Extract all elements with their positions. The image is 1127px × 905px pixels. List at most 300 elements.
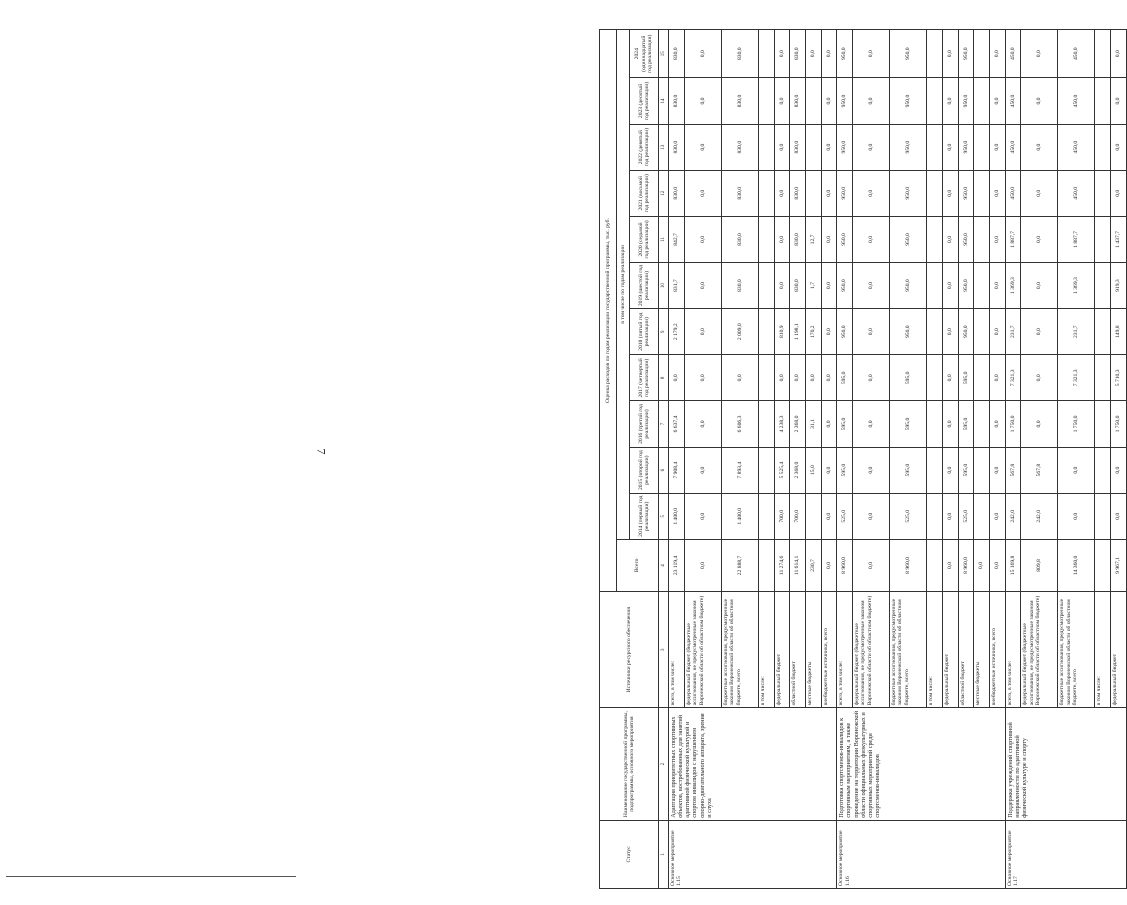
funding-source-cell: всего, в том числе: xyxy=(1005,592,1021,708)
year-value-cell xyxy=(974,124,990,170)
year-value-cell: 0,0 xyxy=(821,30,837,78)
header-including: в том числе по годам реализации xyxy=(617,30,630,540)
year-value-cell: 0,0 xyxy=(852,124,889,170)
year-value-cell: 450,0 xyxy=(1005,170,1021,216)
year-value-cell: 0,0 xyxy=(721,355,758,401)
year-value-cell xyxy=(927,30,943,78)
year-value-cell: 595,0 xyxy=(837,401,853,447)
year-value-cell xyxy=(758,447,774,493)
year-value-cell: 1 198,1 xyxy=(790,309,806,355)
total-value-cell: 230,7 xyxy=(805,539,821,591)
year-value-cell xyxy=(1095,124,1111,170)
header-column-index: 11 xyxy=(659,216,669,262)
year-value-cell: 830,0 xyxy=(790,30,806,78)
year-value-cell: 0,0 xyxy=(684,216,721,262)
year-value-cell: 2 368,0 xyxy=(790,447,806,493)
year-value-cell xyxy=(927,170,943,216)
year-value-cell: 231,7 xyxy=(1058,309,1095,355)
year-value-cell: 1 369,3 xyxy=(1058,263,1095,309)
total-value-cell: 11 274,6 xyxy=(774,539,790,591)
funding-source-cell: бюджетные ассигнования, предусмотренные законом Воронежской области об областном бюджете, всего xyxy=(890,592,927,708)
program-name-cell: Поддержка учреждений спортивной направленности по адаптивной физической культуре и спорту xyxy=(1005,708,1126,820)
year-value-cell: 567,8 xyxy=(1005,447,1021,493)
year-value-cell: 0,0 xyxy=(774,263,790,309)
year-value-cell: 450,0 xyxy=(1058,78,1095,124)
header-column-index: 7 xyxy=(659,401,669,447)
program-name-cell: Подготовка спортсменов-инвалидов к спортивным мероприятиям, а также проведение на территории Воронежской области официальных физкультурных и спортивных мероприятий среди спортсменов-инвалидов xyxy=(837,708,1005,820)
year-value-cell xyxy=(758,170,774,216)
year-value-cell: 0,0 xyxy=(1111,30,1127,78)
year-value-cell: 0,0 xyxy=(821,216,837,262)
year-value-cell xyxy=(974,170,990,216)
year-value-cell xyxy=(974,493,990,539)
year-value-cell: 0,0 xyxy=(821,170,837,216)
year-value-cell: 950,0 xyxy=(890,309,927,355)
header-column-index: 5 xyxy=(659,493,669,539)
year-value-cell: 831,7 xyxy=(669,263,685,309)
total-value-cell: 8 960,0 xyxy=(890,539,927,591)
year-value-cell xyxy=(927,263,943,309)
year-value-cell: 0,0 xyxy=(821,355,837,401)
year-value-cell: 149,8 xyxy=(1111,309,1127,355)
year-value-cell xyxy=(1095,401,1111,447)
funding-source-cell: внебюджетные источники, всего xyxy=(821,592,837,708)
year-value-cell: 0,0 xyxy=(942,401,958,447)
year-value-cell: 0,0 xyxy=(669,355,685,401)
year-value-cell xyxy=(758,309,774,355)
year-value-cell: 0,0 xyxy=(1021,216,1058,262)
year-value-cell: 0,0 xyxy=(774,78,790,124)
year-value-cell: 31,1 xyxy=(805,401,821,447)
year-value-cell: 950,0 xyxy=(958,170,974,216)
year-value-cell: 0,0 xyxy=(989,124,1005,170)
year-value-cell: 242,0 xyxy=(1021,493,1058,539)
header-year: 2018 (пятый год реализации) xyxy=(630,309,659,355)
year-value-cell: 0,0 xyxy=(942,493,958,539)
funding-source-cell: областной бюджет xyxy=(790,592,806,708)
year-value-cell: 0,0 xyxy=(821,493,837,539)
total-value-cell: 14 360,0 xyxy=(1058,539,1095,591)
year-value-cell: 0,0 xyxy=(852,263,889,309)
year-value-cell: 0,0 xyxy=(684,30,721,78)
year-value-cell: 950,0 xyxy=(890,170,927,216)
header-column-index: 8 xyxy=(659,355,669,401)
year-value-cell: 950,0 xyxy=(837,30,853,78)
year-value-cell: 2 368,0 xyxy=(790,401,806,447)
year-value-cell: 0,0 xyxy=(684,309,721,355)
year-value-cell: 0,0 xyxy=(852,216,889,262)
year-value-cell: 950,0 xyxy=(890,124,927,170)
year-value-cell: 0,0 xyxy=(1021,263,1058,309)
year-value-cell: 450,0 xyxy=(1058,30,1095,78)
total-value-cell: 0,0 xyxy=(821,539,837,591)
year-value-cell: 7 321,3 xyxy=(1005,355,1021,401)
header-column-index: 14 xyxy=(659,78,669,124)
year-value-cell: 0,0 xyxy=(1111,124,1127,170)
year-value-cell: 950,0 xyxy=(958,309,974,355)
year-value-cell: 0,0 xyxy=(989,78,1005,124)
funding-source-cell: внебюджетные источники, всего xyxy=(989,592,1005,708)
year-value-cell: 950,0 xyxy=(958,78,974,124)
year-value-cell xyxy=(805,170,821,216)
year-value-cell: 525,0 xyxy=(890,493,927,539)
year-value-cell xyxy=(927,124,943,170)
year-value-cell: 0,0 xyxy=(1021,401,1058,447)
year-value-cell: 0,0 xyxy=(821,124,837,170)
year-value-cell xyxy=(974,216,990,262)
year-value-cell: 0,0 xyxy=(774,355,790,401)
header-column-index: 6 xyxy=(659,447,669,493)
year-value-cell: 242,0 xyxy=(1005,493,1021,539)
year-value-cell: 0,0 xyxy=(684,170,721,216)
year-value-cell: 0,0 xyxy=(989,401,1005,447)
funding-source-cell: федеральный бюджет (бюджетные ассигнования, не предусмотренные законом Воронежской области об областном бюджете) xyxy=(852,592,889,708)
year-value-cell: 595,0 xyxy=(837,355,853,401)
year-value-cell: 525,0 xyxy=(837,493,853,539)
year-value-cell: 595,0 xyxy=(890,447,927,493)
year-value-cell: 830,0 xyxy=(669,78,685,124)
year-value-cell: 5 710,3 xyxy=(1111,355,1127,401)
year-value-cell: 0,0 xyxy=(805,355,821,401)
year-value-cell: 170,2 xyxy=(805,309,821,355)
year-value-cell: 15,0 xyxy=(805,447,821,493)
year-value-cell: 0,0 xyxy=(852,30,889,78)
total-value-cell xyxy=(927,539,943,591)
header-name: Наименование государственной программы, подпрограммы, основного мероприятия xyxy=(600,708,659,820)
year-value-cell xyxy=(758,30,774,78)
table-row xyxy=(837,30,853,889)
total-value-cell xyxy=(1095,539,1111,591)
year-value-cell: 0,0 xyxy=(684,355,721,401)
header-column-index: 12 xyxy=(659,170,669,216)
year-value-cell: 810,9 xyxy=(774,309,790,355)
year-value-cell: 450,0 xyxy=(1058,124,1095,170)
funding-source-cell: в том числе: xyxy=(927,592,943,708)
year-value-cell: 830,0 xyxy=(721,30,758,78)
year-value-cell: 0,0 xyxy=(989,355,1005,401)
year-value-cell: 0,0 xyxy=(989,30,1005,78)
funding-source-cell: федеральный бюджет xyxy=(942,592,958,708)
year-value-cell: 0,0 xyxy=(684,447,721,493)
year-value-cell: 2 179,2 xyxy=(669,309,685,355)
year-value-cell xyxy=(1095,447,1111,493)
year-value-cell: 830,0 xyxy=(790,78,806,124)
year-value-cell: 0,0 xyxy=(1058,447,1095,493)
header-source: Источники ресурсного обеспечения xyxy=(600,592,659,708)
funding-source-cell: областной бюджет xyxy=(958,592,974,708)
header-year: 2020 (седьмой год реализации) xyxy=(630,216,659,262)
header-year: 2023 (десятый год реализации) xyxy=(630,78,659,124)
year-value-cell: 830,0 xyxy=(721,124,758,170)
year-value-cell: 0,0 xyxy=(989,493,1005,539)
year-value-cell: 0,0 xyxy=(1111,170,1127,216)
year-value-cell xyxy=(927,309,943,355)
year-value-cell: 1 369,3 xyxy=(1005,263,1021,309)
year-value-cell: 1 887,7 xyxy=(1005,216,1021,262)
year-value-cell: 12,7 xyxy=(805,216,821,262)
year-value-cell: 0,0 xyxy=(774,30,790,78)
year-value-cell: 0,0 xyxy=(684,124,721,170)
year-value-cell xyxy=(1095,216,1111,262)
year-value-cell: 830,0 xyxy=(721,170,758,216)
year-value-cell: 0,0 xyxy=(942,78,958,124)
year-value-cell: 830,0 xyxy=(721,78,758,124)
header-year: 2021 (восьмой год реализации) xyxy=(630,170,659,216)
year-value-cell: 0,0 xyxy=(989,170,1005,216)
funding-source-cell: местные бюджеты xyxy=(974,592,990,708)
year-value-cell: 595,0 xyxy=(958,447,974,493)
year-value-cell: 830,0 xyxy=(790,124,806,170)
year-value-cell: 595,0 xyxy=(890,355,927,401)
year-value-cell: 0,0 xyxy=(942,30,958,78)
year-value-cell: 950,0 xyxy=(837,263,853,309)
year-value-cell: 0,0 xyxy=(1021,30,1058,78)
year-value-cell: 1 437,7 xyxy=(1111,216,1127,262)
year-value-cell: 0,0 xyxy=(1021,78,1058,124)
year-value-cell: 450,0 xyxy=(1005,78,1021,124)
year-value-cell xyxy=(974,30,990,78)
year-value-cell: 0,0 xyxy=(942,309,958,355)
year-value-cell: 0,0 xyxy=(852,355,889,401)
total-value-cell: 23 119,4 xyxy=(669,539,685,591)
year-value-cell: 830,0 xyxy=(790,170,806,216)
status-cell: Основное мероприятие 1.16 xyxy=(837,820,1005,888)
total-value-cell: 0,0 xyxy=(989,539,1005,591)
year-value-cell: 4 238,3 xyxy=(774,401,790,447)
header-column-index: 4 xyxy=(659,539,669,591)
year-value-cell xyxy=(1095,309,1111,355)
total-value-cell: 0,0 xyxy=(684,539,721,591)
year-value-cell: 919,3 xyxy=(1111,263,1127,309)
header-column-index: 1 xyxy=(659,820,669,888)
header-column-index: 9 xyxy=(659,309,669,355)
year-value-cell xyxy=(1095,170,1111,216)
year-value-cell: 842,7 xyxy=(669,216,685,262)
header-status: Статус xyxy=(600,820,659,888)
year-value-cell: 0,0 xyxy=(942,447,958,493)
year-value-cell: 950,0 xyxy=(890,30,927,78)
year-value-cell xyxy=(927,493,943,539)
year-value-cell: 2 009,0 xyxy=(721,309,758,355)
year-value-cell: 0,0 xyxy=(852,170,889,216)
header-year: 2022 (девятый год реализации) xyxy=(630,124,659,170)
rotated-table-container xyxy=(599,29,1127,889)
year-value-cell: 595,0 xyxy=(958,401,974,447)
funding-source-cell: бюджетные ассигнования, предусмотренные законом Воронежской области об областном бюджете, всего xyxy=(721,592,758,708)
year-value-cell: 0,0 xyxy=(1021,170,1058,216)
header-total: Всего xyxy=(617,539,659,591)
funding-source-cell: в том числе: xyxy=(1095,592,1111,708)
year-value-cell xyxy=(974,78,990,124)
year-value-cell: 950,0 xyxy=(958,30,974,78)
year-value-cell xyxy=(927,447,943,493)
year-value-cell: 450,0 xyxy=(1005,124,1021,170)
year-value-cell: 830,0 xyxy=(721,216,758,262)
year-value-cell xyxy=(1095,30,1111,78)
year-value-cell: 450,0 xyxy=(1058,170,1095,216)
year-value-cell: 950,0 xyxy=(837,78,853,124)
funding-source-cell: федеральный бюджет xyxy=(1111,592,1127,708)
year-value-cell: 0,0 xyxy=(1111,447,1127,493)
year-value-cell xyxy=(974,401,990,447)
year-value-cell: 0,0 xyxy=(684,401,721,447)
year-value-cell: 830,0 xyxy=(721,263,758,309)
year-value-cell: 595,0 xyxy=(890,401,927,447)
year-value-cell: 950,0 xyxy=(890,263,927,309)
year-value-cell: 1 750,0 xyxy=(1111,401,1127,447)
year-value-cell: 5 525,4 xyxy=(774,447,790,493)
funding-source-cell: федеральный бюджет (бюджетные ассигнования, не предусмотренные законом Воронежской области об областном бюджете) xyxy=(1021,592,1058,708)
year-value-cell: 0,0 xyxy=(1021,355,1058,401)
year-value-cell: 0,0 xyxy=(852,493,889,539)
total-value-cell: 0,0 xyxy=(974,539,990,591)
year-value-cell: 700,0 xyxy=(790,493,806,539)
funding-source-cell: в том числе: xyxy=(758,592,774,708)
header-estimate: Оценка расходов по годам реализации государственной программы, тыс. руб. xyxy=(600,30,617,592)
year-value-cell: 0,0 xyxy=(821,309,837,355)
year-value-cell: 950,0 xyxy=(958,263,974,309)
year-value-cell: 950,0 xyxy=(958,216,974,262)
year-value-cell xyxy=(927,355,943,401)
total-value-cell: 8 960,0 xyxy=(837,539,853,591)
year-value-cell xyxy=(927,78,943,124)
year-value-cell: 0,0 xyxy=(821,263,837,309)
year-value-cell: 231,7 xyxy=(1005,309,1021,355)
year-value-cell: 1 400,0 xyxy=(669,493,685,539)
year-value-cell: 0,0 xyxy=(790,355,806,401)
year-value-cell: 0,0 xyxy=(821,78,837,124)
funding-source-cell: всего, в том числе: xyxy=(669,592,685,708)
year-value-cell xyxy=(1095,355,1111,401)
year-value-cell: 0,0 xyxy=(942,263,958,309)
header-year: 2019 (шестой год реализации) xyxy=(630,263,659,309)
year-value-cell xyxy=(805,493,821,539)
year-value-cell: 950,0 xyxy=(837,309,853,355)
header-column-index: 15 xyxy=(659,30,669,78)
total-value-cell: 11 614,1 xyxy=(790,539,806,591)
table-row xyxy=(1005,30,1021,889)
year-value-cell xyxy=(805,124,821,170)
year-value-cell: 950,0 xyxy=(890,78,927,124)
year-value-cell: 0,0 xyxy=(774,124,790,170)
year-value-cell: 0,0 xyxy=(821,447,837,493)
year-value-cell: 700,0 xyxy=(774,493,790,539)
year-value-cell: 1,7 xyxy=(805,263,821,309)
year-value-cell: 0,0 xyxy=(989,309,1005,355)
year-value-cell: 0,0 xyxy=(1111,78,1127,124)
year-value-cell: 950,0 xyxy=(958,124,974,170)
year-value-cell: 0,0 xyxy=(1058,493,1095,539)
year-value-cell: 7 908,4 xyxy=(669,447,685,493)
year-value-cell: 450,0 xyxy=(1005,30,1021,78)
year-value-cell: 0,0 xyxy=(942,170,958,216)
year-value-cell: 6 606,3 xyxy=(721,401,758,447)
year-value-cell: 950,0 xyxy=(837,216,853,262)
year-value-cell: 0,0 xyxy=(942,355,958,401)
header-column-index: 10 xyxy=(659,263,669,309)
year-value-cell: 0,0 xyxy=(684,263,721,309)
status-cell: Основное мероприятие 1.15 xyxy=(669,820,837,888)
year-value-cell: 950,0 xyxy=(890,216,927,262)
year-value-cell: 0,0 xyxy=(989,263,1005,309)
year-value-cell: 830,0 xyxy=(669,170,685,216)
year-value-cell: 0,0 xyxy=(989,216,1005,262)
year-value-cell: 0,0 xyxy=(774,216,790,262)
total-value-cell: 22 888,7 xyxy=(721,539,758,591)
year-value-cell: 567,8 xyxy=(1021,447,1058,493)
funding-source-cell: федеральный бюджет xyxy=(774,592,790,708)
header-year: 2024 (одиннадцатый год реализации) xyxy=(630,30,659,78)
year-value-cell xyxy=(758,216,774,262)
year-value-cell: 0,0 xyxy=(1021,124,1058,170)
year-value-cell: 0,0 xyxy=(821,401,837,447)
total-value-cell: 8 960,0 xyxy=(958,539,974,591)
header-column-index: 3 xyxy=(659,592,669,708)
year-value-cell xyxy=(927,216,943,262)
year-value-cell xyxy=(974,263,990,309)
year-value-cell: 950,0 xyxy=(837,170,853,216)
program-name-cell: Адаптация приоритетных спортивных объектов, востребованных для занятий адаптивной физической культурой и спортом инвалидов с нарушением опорно-двигательного аппарата, зрения и слуха xyxy=(669,708,837,820)
year-value-cell: 525,0 xyxy=(958,493,974,539)
year-value-cell xyxy=(974,447,990,493)
total-value-cell: 9 967,1 xyxy=(1111,539,1127,591)
year-value-cell xyxy=(974,355,990,401)
status-cell: Основное мероприятие 1.17 xyxy=(1005,820,1126,888)
year-value-cell xyxy=(1095,78,1111,124)
year-value-cell: 1 750,0 xyxy=(1005,401,1021,447)
year-value-cell: 6 637,4 xyxy=(669,401,685,447)
year-value-cell xyxy=(1095,493,1111,539)
header-column-index: 2 xyxy=(659,708,669,820)
total-value-cell: 0,0 xyxy=(852,539,889,591)
header-year: 2015 (второй год реализации) xyxy=(630,447,659,493)
funding-source-cell: бюджетные ассигнования, предусмотренные законом Воронежской области об областном бюджете, всего xyxy=(1058,592,1095,708)
year-value-cell xyxy=(758,124,774,170)
footer-rule xyxy=(6,876,296,877)
total-value-cell: 0,0 xyxy=(942,539,958,591)
year-value-cell xyxy=(805,78,821,124)
year-value-cell: 0,0 xyxy=(684,78,721,124)
year-value-cell: 1 750,0 xyxy=(1058,401,1095,447)
year-value-cell: 830,0 xyxy=(669,124,685,170)
year-value-cell: 830,0 xyxy=(669,30,685,78)
funding-source-cell: местные бюджеты xyxy=(805,592,821,708)
year-value-cell: 0,0 xyxy=(684,493,721,539)
page-number: 7 xyxy=(314,448,329,455)
header-year: 2017 (четвертый год реализации) xyxy=(630,355,659,401)
year-value-cell xyxy=(758,78,774,124)
year-value-cell: 0,0 xyxy=(852,447,889,493)
year-value-cell: 830,0 xyxy=(790,263,806,309)
year-value-cell xyxy=(758,401,774,447)
year-value-cell: 950,0 xyxy=(837,124,853,170)
year-value-cell xyxy=(1095,263,1111,309)
year-value-cell: 595,0 xyxy=(837,447,853,493)
header-column-index: 13 xyxy=(659,124,669,170)
table-row xyxy=(669,30,685,889)
year-value-cell: 0,0 xyxy=(852,401,889,447)
total-value-cell xyxy=(758,539,774,591)
year-value-cell: 595,0 xyxy=(958,355,974,401)
funding-source-cell: федеральный бюджет (бюджетные ассигнования, не предусмотренные законом Воронежской области об областном бюджете) xyxy=(684,592,721,708)
total-value-cell: 15 169,8 xyxy=(1005,539,1021,591)
year-value-cell xyxy=(758,355,774,401)
year-value-cell: 1 887,7 xyxy=(1058,216,1095,262)
year-value-cell xyxy=(927,401,943,447)
funding-source-cell: всего, в том числе: xyxy=(837,592,853,708)
year-value-cell xyxy=(758,493,774,539)
header-year: 2016 (третий год реализации) xyxy=(630,401,659,447)
